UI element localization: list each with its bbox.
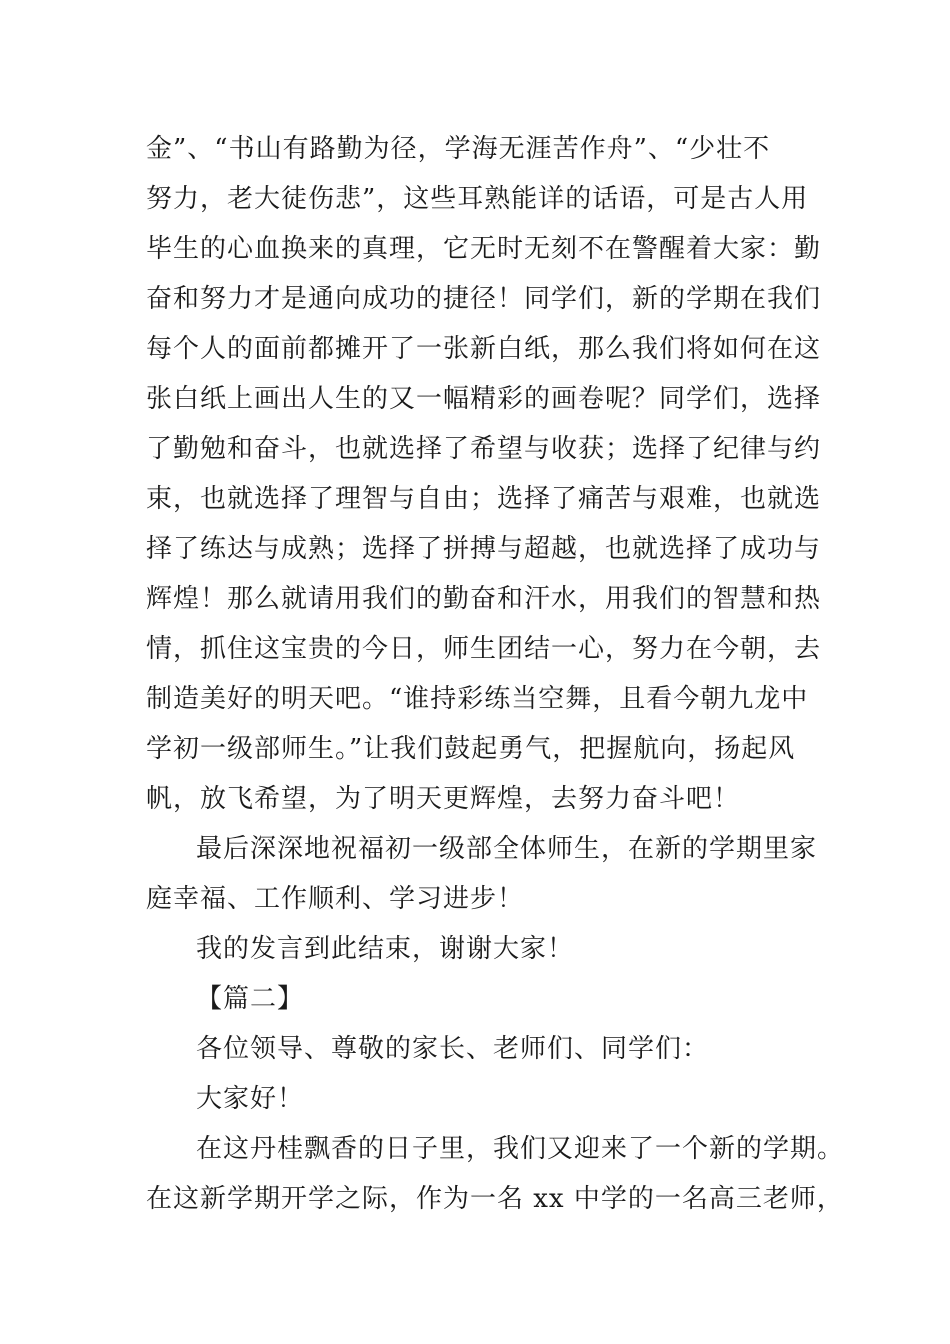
text-line: 辉煌！那么就请用我们的勤奋和汗水，用我们的智慧和热 <box>146 584 822 614</box>
text-line: 奋和努力才是通向成功的捷径！同学们，新的学期在我们 <box>146 284 822 314</box>
text-line: 情，抓住这宝贵的今日，师生团结一心，努力在今朝，去 <box>146 634 822 664</box>
text-line: 庭幸福、工作顺利、学习进步！ <box>146 884 525 914</box>
text-line: 帆，放飞希望，为了明天更辉煌，去努力奋斗吧！ <box>146 784 741 814</box>
salutation: 各位领导、尊敬的家长、老师们、同学们： <box>196 1034 710 1064</box>
paragraph-start: 在这丹桂飘香的日子里，我们又迎来了一个新的学期。 <box>196 1134 845 1164</box>
text-line: 努力，老大徒伤悲”，这些耳熟能详的话语，可是古人用 <box>146 184 809 214</box>
text-line: 择了练达与成熟；选择了拼搏与超越，也就选择了成功与 <box>146 534 822 564</box>
greeting: 大家好！ <box>196 1084 305 1114</box>
text-line: 束，也就选择了理智与自由；选择了痛苦与艰难，也就选 <box>146 484 822 514</box>
paragraph-start: 最后深深地祝福初一级部全体师生，在新的学期里家 <box>196 834 818 864</box>
section-heading: 【篇二】 <box>196 984 305 1014</box>
text-line: 金”、“书山有路勤为径，学海无涯苦作舟”、“少壮不 <box>146 134 771 164</box>
text-line: 每个人的面前都摊开了一张新白纸，那么我们将如何在这 <box>146 334 822 364</box>
text-line: 在这新学期开学之际，作为一名 xx 中学的一名高三老师， <box>146 1184 844 1214</box>
text-line: 毕生的心血换来的真理，它无时无刻不在警醒着大家：勤 <box>146 234 822 264</box>
text-line: 张白纸上画出人生的又一幅精彩的画卷呢？同学们，选择 <box>146 384 822 414</box>
text-line: 了勤勉和奋斗，也就选择了希望与收获；选择了纪律与约 <box>146 434 822 464</box>
closing-line: 我的发言到此结束，谢谢大家！ <box>196 934 575 964</box>
text-line: 学初一级部师生。”让我们鼓起勇气，把握航向，扬起风 <box>146 734 796 764</box>
text-line: 制造美好的明天吧。“谁持彩练当空舞，且看今朝九龙中 <box>146 684 809 714</box>
